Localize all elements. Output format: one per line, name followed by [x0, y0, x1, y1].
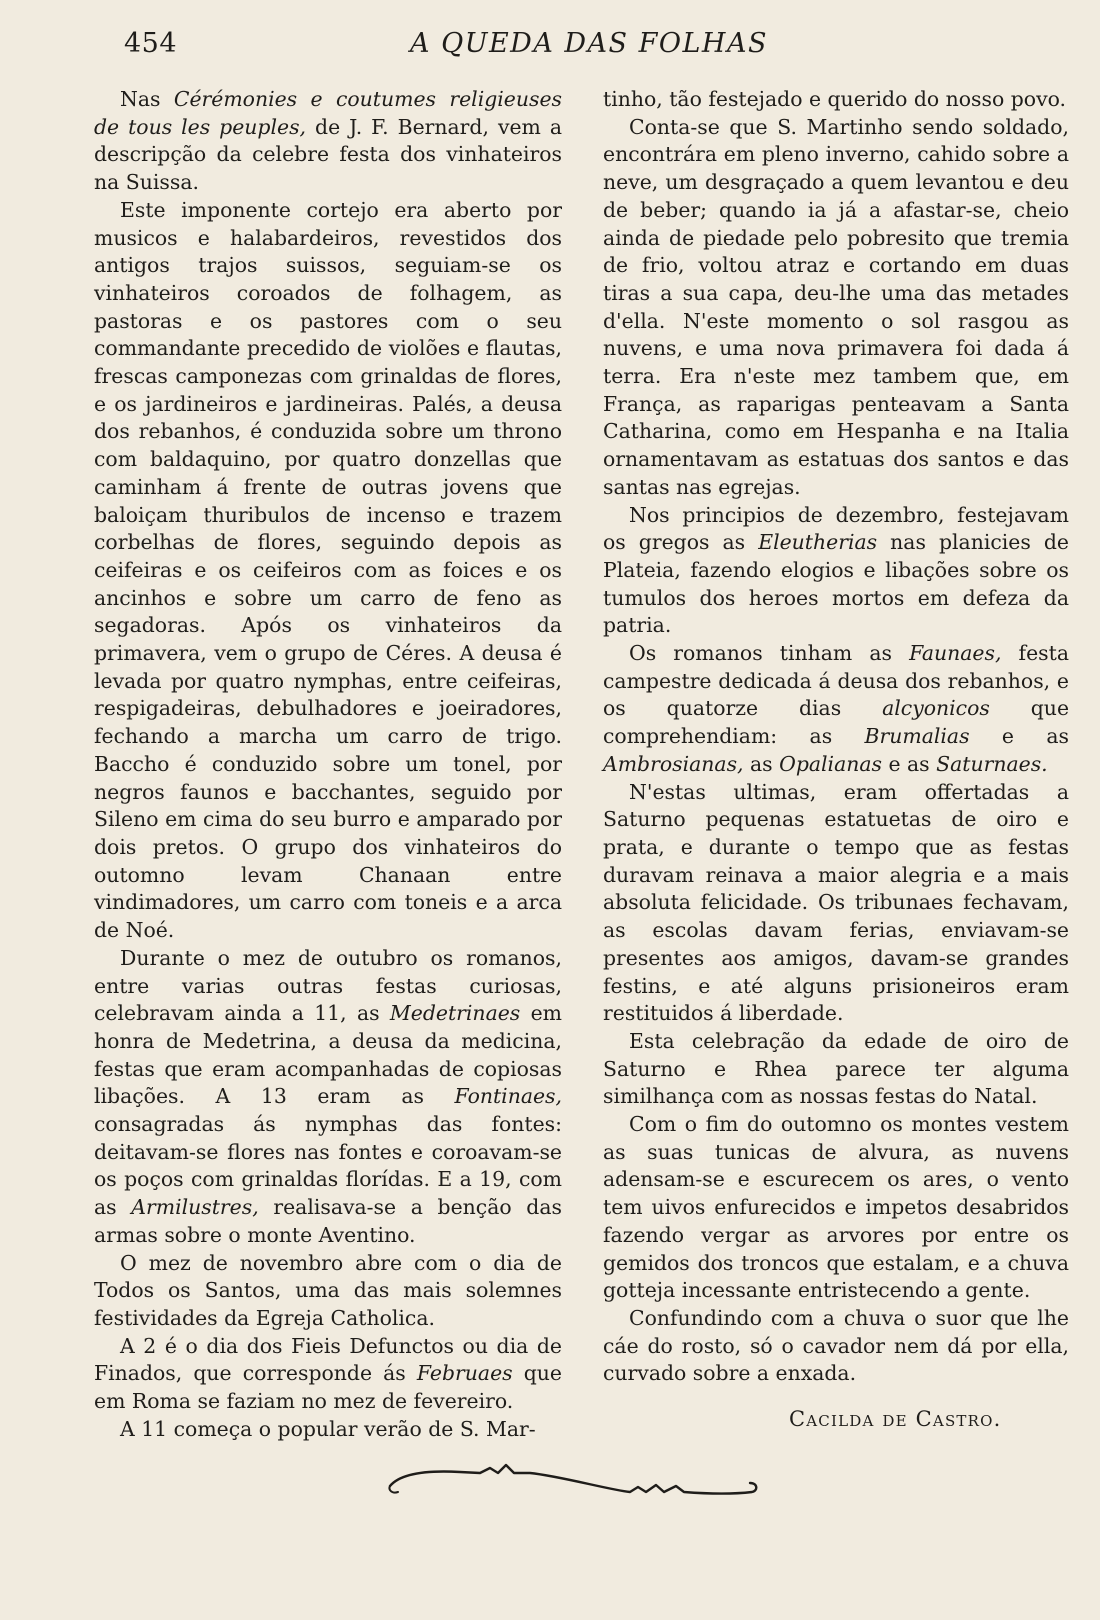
author-signature: Cacilda de Castro.	[789, 1407, 1002, 1431]
italic-term: alcyonicos	[882, 696, 990, 721]
text-run: Este imponente cortejo era aberto por musicos e halabardeiros, revestidos dos antigos trajos suissos, seguiam-se os vinhateiros coroados de folhagem, as pastoras e os pastores com o seu commandante precedido de violões e flautas, frescas camponezas com grinaldas de flores, e os jardineiros e jardineiras. Palés, a deusa dos rebanhos, é conduzida sobre um throno com baldaquino, por quatro donzellas que caminham á frente de outras jovens que baloiçam thuribulos de incenso e trazem corbelhas de flores, seguindo depois as ceifeiras e os ceifeiros com as foices e os ancinhos e sobre um carro de feno as segadoras. Após os vinhateiros da primavera, vem o grupo de Céres. A deusa é levada por quatro nymphas, entre ceifeiras, respigadeiras, debulhadores e joeiradores, fechando a marcha um carro de trigo. Baccho é conduzido sobre um tonel, por negros faunos e bacchantes, seguido por Sileno em cima do seu burro e amparado por dois pretos. O grupo dos vinhateiros do outomno levam Chanaan entre vindimadores, um carro com toneis e a arca de Noé.	[94, 197, 562, 943]
left-text-column	[94, 86, 562, 1443]
running-title: A QUEDA DAS FOLHAS	[410, 28, 768, 59]
paragraph	[603, 640, 1069, 779]
paragraph	[603, 114, 1069, 502]
text-run: Nos principios de dezembro, festejavam os gregos as	[603, 502, 1069, 555]
paragraph	[94, 1333, 562, 1416]
italic-term: Eleutherias	[758, 530, 878, 555]
text-run: que em Roma se faziam no mez de fevereiro.	[94, 1361, 562, 1414]
text-run: A 2 é o dia dos Fieis Defunctos ou dia de Finados, que corresponde ás	[94, 1333, 562, 1386]
text-run: e as	[969, 724, 1069, 749]
paragraph	[603, 1305, 1069, 1388]
italic-term: Ambrosianas,	[603, 751, 744, 776]
italic-term: Faunaes,	[909, 641, 1002, 666]
paragraph	[603, 1111, 1069, 1305]
italic-term: Fontinaes,	[454, 1084, 562, 1109]
italic-term: Medetrinaes	[389, 1001, 521, 1026]
text-run: consagradas ás nymphas das fontes: deitavam-se flores nas fontes e coroavam-se os poços com grinaldas florídas. E a 19, com as	[94, 1112, 562, 1220]
paragraph	[94, 1416, 562, 1444]
text-run: tinho, tão festejado e querido do nosso povo.	[603, 87, 1066, 111]
italic-term: Februaes	[416, 1361, 513, 1386]
text-run: Confundindo com a chuva o suor que lhe cáe do rosto, só o cavador nem dá por ella, curvado sobre a enxada.	[603, 1305, 1069, 1386]
text-run: Durante o mez de outubro os romanos, entre varias outras festas curiosas, celebravam ainda a 11, as	[94, 945, 562, 1026]
paragraph	[603, 779, 1069, 1028]
text-run: O mez de novembro abre com o dia de Todos os Santos, uma das mais solemnes festividades da Egreja Catholica.	[94, 1250, 562, 1330]
text-run: de J. F. Bernard, vem a descripção da celebre festa dos vinhateiros na Suissa.	[94, 114, 563, 195]
paragraph	[94, 945, 562, 1250]
text-run: em honra de Medetrina, a deusa da medicina, festas que eram acompanhadas de copiosas libações. A 13 eram as	[94, 1001, 562, 1109]
text-run: realisava-se a benção das armas sobre o monte Aventino.	[94, 1195, 562, 1247]
text-run: Com o fim do outomno os montes vestem as suas tunicas de alvura, as nuvens adensam-se e escurecem os ares, o vento tem uivos enfurecidos e impetos desabridos fazendo vergar as arvores por entre os gemidos dos troncos que estalam, e a chuva gotteja incessante entristecendo a gente.	[603, 1112, 1069, 1303]
paragraph	[94, 1250, 562, 1333]
italic-term: Cérémonies e coutumes religieuses de tous les peuples,	[94, 87, 562, 139]
text-run: A 11 começa o popular verão de S. Mar-	[120, 1416, 536, 1441]
text-run: as	[743, 751, 780, 776]
paragraph	[94, 86, 562, 197]
paragraph	[94, 197, 562, 945]
text-run: nas planicies de Plateia, fazendo elogios e libações sobre os tumulos dos heroes mortos em defeza da patria.	[603, 530, 1069, 638]
page-number: 454	[124, 28, 178, 59]
text-run: Conta-se que S. Martinho sendo soldado, encontrára em pleno inverno, cahido sobre a neve, um desgraçado a quem levantou e deu de beber; quando ia já a afastar-se, cheio ainda de piedade pelo pobresito que tremia de frio, voltou atraz e cortando em duas tiras a sua capa, deu-lhe uma das metades d'ella. N'este momento o sol rasgou as nuvens, e uma nova primavera foi dada á terra. Era n'este mez tambem que, em França, as raparigas penteavam a Santa Catharina, como em Hespanha e na Italia ornamentavam as estatuas dos santos e das santas nas egrejas.	[603, 114, 1069, 499]
text-run: N'estas ultimas, eram offertadas a Saturno pequenas estatuetas de oiro e prata, e durante o tempo que as festas duravam reinava a maior alegria e a mais absoluta felicidade. Os tribunaes fechavam, as escolas davam ferias, enviavam-se presentes aos amigos, davam-se grandes festins, e até alguns prisioneiros eram restituidos á liberdade.	[603, 779, 1069, 1026]
text-run: Os romanos tinham as	[629, 641, 910, 666]
text-run: Nas	[120, 87, 174, 111]
italic-term: Opalianas	[779, 751, 882, 776]
flourish-ornament	[380, 1462, 780, 1507]
paragraph	[603, 86, 1069, 114]
text-run: que comprehendiam: as	[603, 696, 1070, 749]
text-run: e as	[882, 751, 937, 776]
paragraph	[603, 1028, 1069, 1111]
italic-term: Armilustres,	[131, 1195, 259, 1220]
text-run: festa campestre dedicada á deusa dos rebanhos, e os quatorze dias	[603, 641, 1069, 721]
italic-term: Saturnaes.	[936, 751, 1048, 776]
paragraph	[603, 502, 1069, 641]
italic-term: Brumalias	[864, 724, 970, 749]
text-run: Esta celebração da edade de oiro de Saturno e Rhea parece ter alguma similhança com as nossas festas do Natal.	[603, 1028, 1069, 1109]
right-text-column	[603, 86, 1069, 1388]
